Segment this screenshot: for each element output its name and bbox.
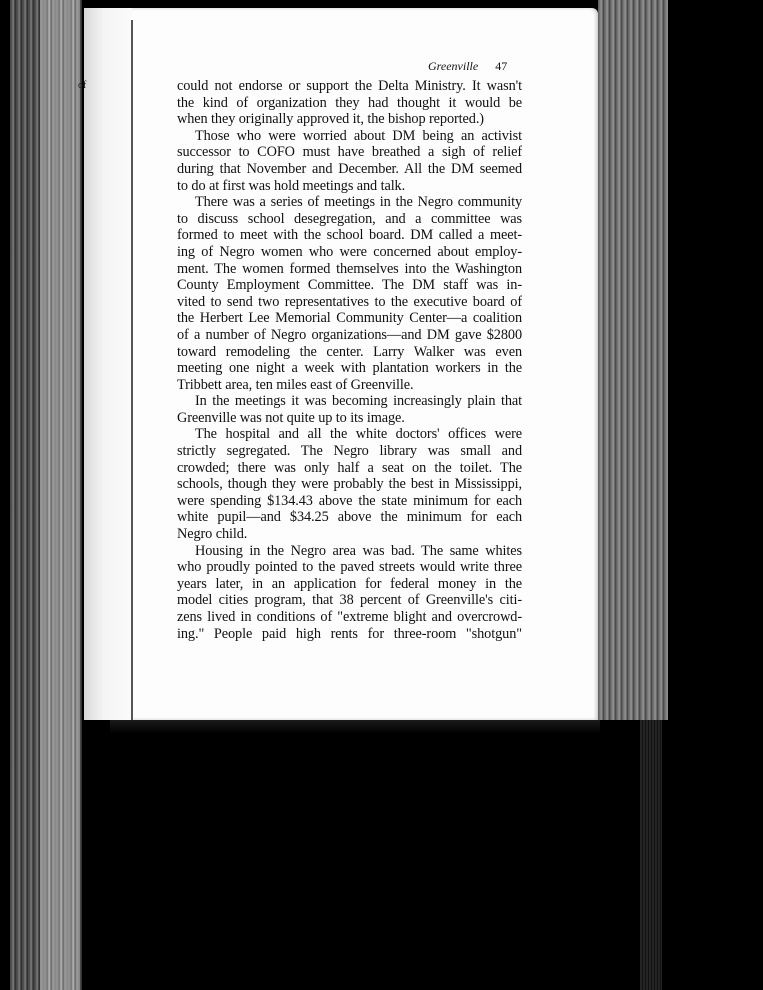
page-number: 47 — [495, 59, 508, 73]
text-line: during that November and December. All the DM seemed — [177, 160, 522, 177]
text-line: schools, though they were probably the best in Mississippi, — [177, 476, 522, 493]
text-line: the kind of organization they had thought it would be — [177, 94, 522, 111]
text-line: Housing in the Negro area was bad. The same whites — [195, 542, 522, 559]
scanner-edge-right-lower — [640, 720, 662, 990]
facing-page-text-fragment: of — [78, 80, 87, 91]
scanner-edge-left-highlight — [40, 0, 80, 990]
text-line: Negro child. — [177, 526, 248, 543]
text-line: ing of Negro women who were concerned about employ- — [177, 243, 522, 260]
text-line: successor to COFO must have breathed a sigh of relief — [177, 144, 522, 161]
book-gutter — [131, 20, 133, 720]
text-line: Greenville was not quite up to its image. — [177, 409, 405, 426]
text-line: of a number of Negro organizations—and DM gave $2800 — [177, 326, 522, 343]
text-line: to do at first was hold meetings and talk. — [177, 177, 406, 194]
text-line: were spending $134.43 above the state minimum for each — [177, 492, 522, 509]
text-line: the Herbert Lee Memorial Community Center—a coalition — [177, 310, 522, 327]
text-line: years later, in an application for federal money in the — [177, 575, 522, 592]
text-line: In the meetings it was becoming increasingly plain that — [195, 393, 522, 410]
text-line: strictly segregated. The Negro library was small and — [177, 443, 522, 460]
text-line: There was a series of meetings in the Negro community — [195, 194, 522, 211]
scanner-edge-right — [598, 0, 668, 720]
text-line: who proudly pointed to the paved streets would write three — [177, 559, 522, 576]
text-line: zens lived in conditions of "extreme blight and overcrowd- — [177, 609, 522, 625]
text-line: white pupil—and $34.25 above the minimum for each — [177, 509, 522, 526]
page-bottom-shadow — [110, 720, 600, 734]
text-line: ing." People paid high rents for three-room "shotgun" — [177, 625, 522, 642]
running-head: Greenville — [428, 59, 479, 73]
text-line: meeting one night a week with plantation workers in the — [177, 360, 522, 377]
text-line: ment. The women formed themselves into the Washington — [177, 260, 522, 277]
page-header — [428, 59, 507, 74]
text-line: The hospital and all the white doctors' offices were — [195, 426, 522, 443]
text-line: formed to meet with the school board. DM called a meet- — [177, 227, 522, 244]
text-line: to discuss school desegregation, and a committee was — [177, 210, 522, 227]
text-line: toward remodeling the center. Larry Walker was even — [177, 343, 522, 360]
text-line: vited to send two representatives to the executive board of — [177, 293, 522, 310]
text-line: when they originally approved it, the bishop reported.) — [177, 111, 484, 128]
text-line: Those who were worried about DM being an activist — [195, 127, 522, 144]
text-line: crowded; there was only half a seat on the toilet. The — [177, 459, 522, 476]
text-line: model cities program, that 38 percent of Greenville's citi- — [177, 592, 522, 609]
text-line: County Employment Committee. The DM staff was in- — [177, 277, 522, 294]
text-line: Tribbett area, ten miles east of Greenville. — [177, 376, 414, 393]
body-text — [177, 78, 522, 642]
text-line: could not endorse or support the Delta Ministry. It wasn't — [177, 78, 522, 94]
